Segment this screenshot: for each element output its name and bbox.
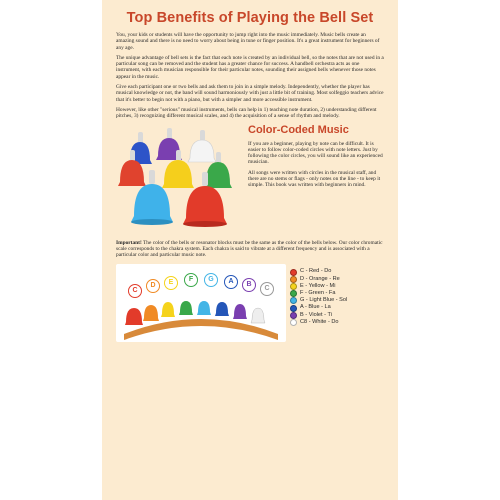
legend-row-f (290, 290, 384, 297)
yellow-dot-icon (290, 283, 297, 290)
violet-dot-icon (290, 312, 297, 319)
important-note (116, 240, 384, 259)
note-circle-e: E (164, 276, 178, 290)
note-circle-d: D (146, 279, 160, 293)
red-dot-icon (290, 269, 297, 276)
light-blue-dot-icon (290, 297, 297, 304)
white-dot-icon (290, 319, 297, 326)
green-dot-icon (290, 290, 297, 297)
section-subtitle: Color-Coded Music (248, 123, 349, 136)
legend-row-a (290, 304, 384, 311)
color-coded-paragraph-1: If you are a beginner, playing by note can be difficult. It is easier to follow color-coded circles with note letters. Just by following the color circles, you will sound like an experienced musician. (248, 140, 383, 166)
note-circle-b: B (242, 278, 256, 292)
important-label: Important! (116, 239, 142, 246)
legend-label: D - Orange - Re (300, 275, 340, 282)
note-circle-a: A (224, 275, 238, 289)
legend-row-g (290, 297, 384, 304)
bells-photo (116, 124, 242, 234)
page-title: Top Benefits of Playing the Bell Set (126, 10, 374, 26)
legend-row-c8 (290, 319, 384, 326)
intro-paragraph-4: However, like other "serious" musical instruments, bells can help in 1) teaching note duration, 2) understanding different pitches, 3) recognizing different musical scales, and 4) the acquisition of a sense of rhythm and melody. (116, 106, 377, 120)
legend-label: C - Red - Do (300, 268, 332, 275)
note-circle-f: F (184, 273, 198, 287)
orange-dot-icon (290, 276, 297, 283)
intro-paragraph-1: You, your kids or students will have the opportunity to jump right into the music immediately. Music bells create an amazing sound and there is no need to worry about being in tune or finger position. It's a great instrument for beginners of any age. (116, 32, 380, 51)
intro-paragraph-2: The unique advantage of bell sets is the fact that each note is created by an individual bell, so the notes that are not used in a particular song can be removed and the student has a greater chance for success. A handbell orchestra acts as one instrument, with each musician responsible for their particular notes, sounding their assigned bells whenever those notes appear in the music. (116, 54, 384, 80)
legend-row-b (290, 312, 384, 319)
note-circle-g: G (204, 273, 218, 287)
note-circle-c: C (260, 282, 274, 296)
bell-white (188, 130, 216, 162)
legend-row-e (290, 283, 384, 290)
bell-set-illustration (116, 124, 242, 234)
note-circle-c: C (128, 284, 142, 298)
color-coded-paragraph-2: All songs were written with circles in the musical staff, and there are no stems or flags - only notes on the line - to keep it simple. This book was written with beginners in mind. (248, 169, 381, 189)
blue-dot-icon (290, 305, 297, 312)
legend-label: E - Yellow - Mi (300, 282, 336, 289)
important-text: The color of the bells or resonator blocks must be the same as the color of the bells below. Our color chromatic scale corresponds to the chakra system. Each chakra is said to vibrate at a different frequency and is associated with a particular color and particular music note. (116, 239, 383, 259)
color-scale-section (116, 264, 384, 342)
legend-label: C8 - White - Do (300, 318, 339, 325)
bell-row-illustration (116, 264, 286, 342)
color-scale-panel (116, 264, 286, 342)
intro-paragraph-3: Give each participant one or two bells and ask them to join in a simple melody. Independently, whether the player has musical knowledge or not, the band will sound harmoniously with just a little bit of training. Most solfeggio teachers advice that it's better to begin not with a piano, but with a simpler and more accessible instrument. (116, 84, 384, 103)
color-legend (286, 264, 384, 342)
color-coded-text (248, 124, 384, 234)
legend-label: B - Violet - Ti (300, 311, 332, 318)
color-coded-section (116, 124, 384, 234)
book-page (102, 0, 398, 500)
legend-row-c (290, 268, 384, 275)
legend-label: G - Light Blue - Sol (300, 297, 348, 304)
legend-row-d (290, 276, 384, 283)
legend-label: A - Blue - La (300, 304, 331, 311)
legend-label: F - Green - Fa (300, 290, 336, 297)
